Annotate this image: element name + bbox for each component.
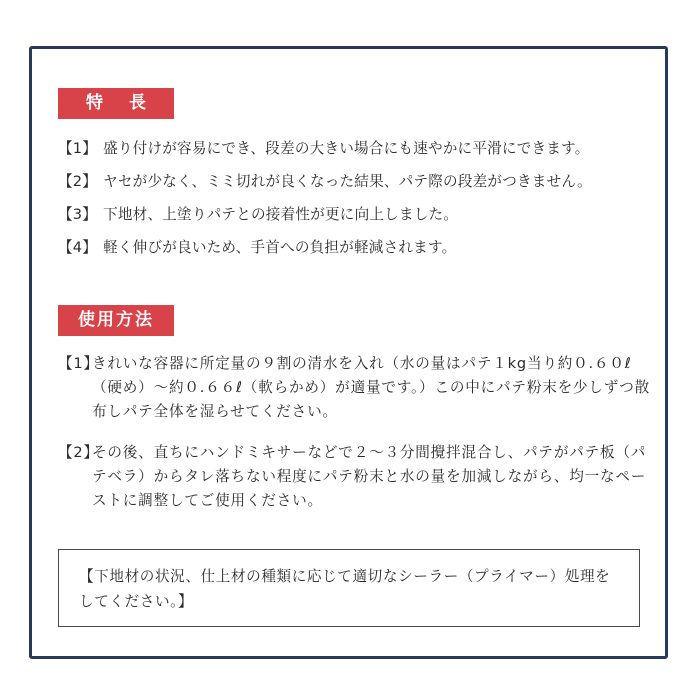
feature-item-number: 【2】: [58, 173, 98, 190]
usage-heading-badge: 使用方法: [58, 305, 174, 336]
feature-item-number: 【4】: [58, 239, 98, 256]
feature-item: [58, 170, 658, 193]
feature-item: [58, 137, 658, 160]
usage-step: [58, 352, 650, 424]
feature-item: [58, 203, 658, 226]
feature-item-text: ヤセが少なく、ミミ切れが良くなった結果、パテ際の段差がつきません。: [103, 173, 592, 190]
features-list: [58, 137, 658, 269]
features-heading-badge: 特長: [58, 88, 174, 119]
feature-item-text: 盛り付けが容易にでき、段差の大きい場合にも速やかに平滑にできます。: [103, 140, 590, 157]
feature-item-number: 【1】: [58, 140, 98, 157]
feature-item-text: 下地材、上塗りパテとの接着性が更に向上しました。: [103, 206, 459, 223]
primer-note-box: 【下地材の状況、仕上材の種類に応じて適切なシーラー（プライマー）処理をしてください。】: [58, 549, 640, 627]
usage-step: [58, 441, 650, 513]
usage-step-text: きれいな容器に所定量の９割の清水を入れ（水の量はパテ１kg当り約０.６０ℓ（硬め）～約０.６６ℓ（軟らかめ）が適量です。）この中にパテ粉末を少しずつ散布しパテ全体を湿らせてください。: [92, 355, 650, 420]
feature-item-number: 【3】: [58, 206, 98, 223]
usage-step-text: その後、直ちにハンドミキサーなどで２～３分間攪拌混合し、パテがパテ板（パテベラ）からタレ落ちない程度にパテ粉末と水の量を加減しながら、均一なペーストに調整してご使用ください。: [92, 444, 647, 509]
usage-step-number: 【1】: [58, 355, 99, 372]
usage-steps-list: [58, 352, 650, 513]
feature-item: [58, 236, 658, 259]
usage-step-number: 【2】: [58, 444, 99, 461]
feature-item-text: 軽く伸びが良いため、手首への負担が軽減されます。: [103, 239, 457, 256]
